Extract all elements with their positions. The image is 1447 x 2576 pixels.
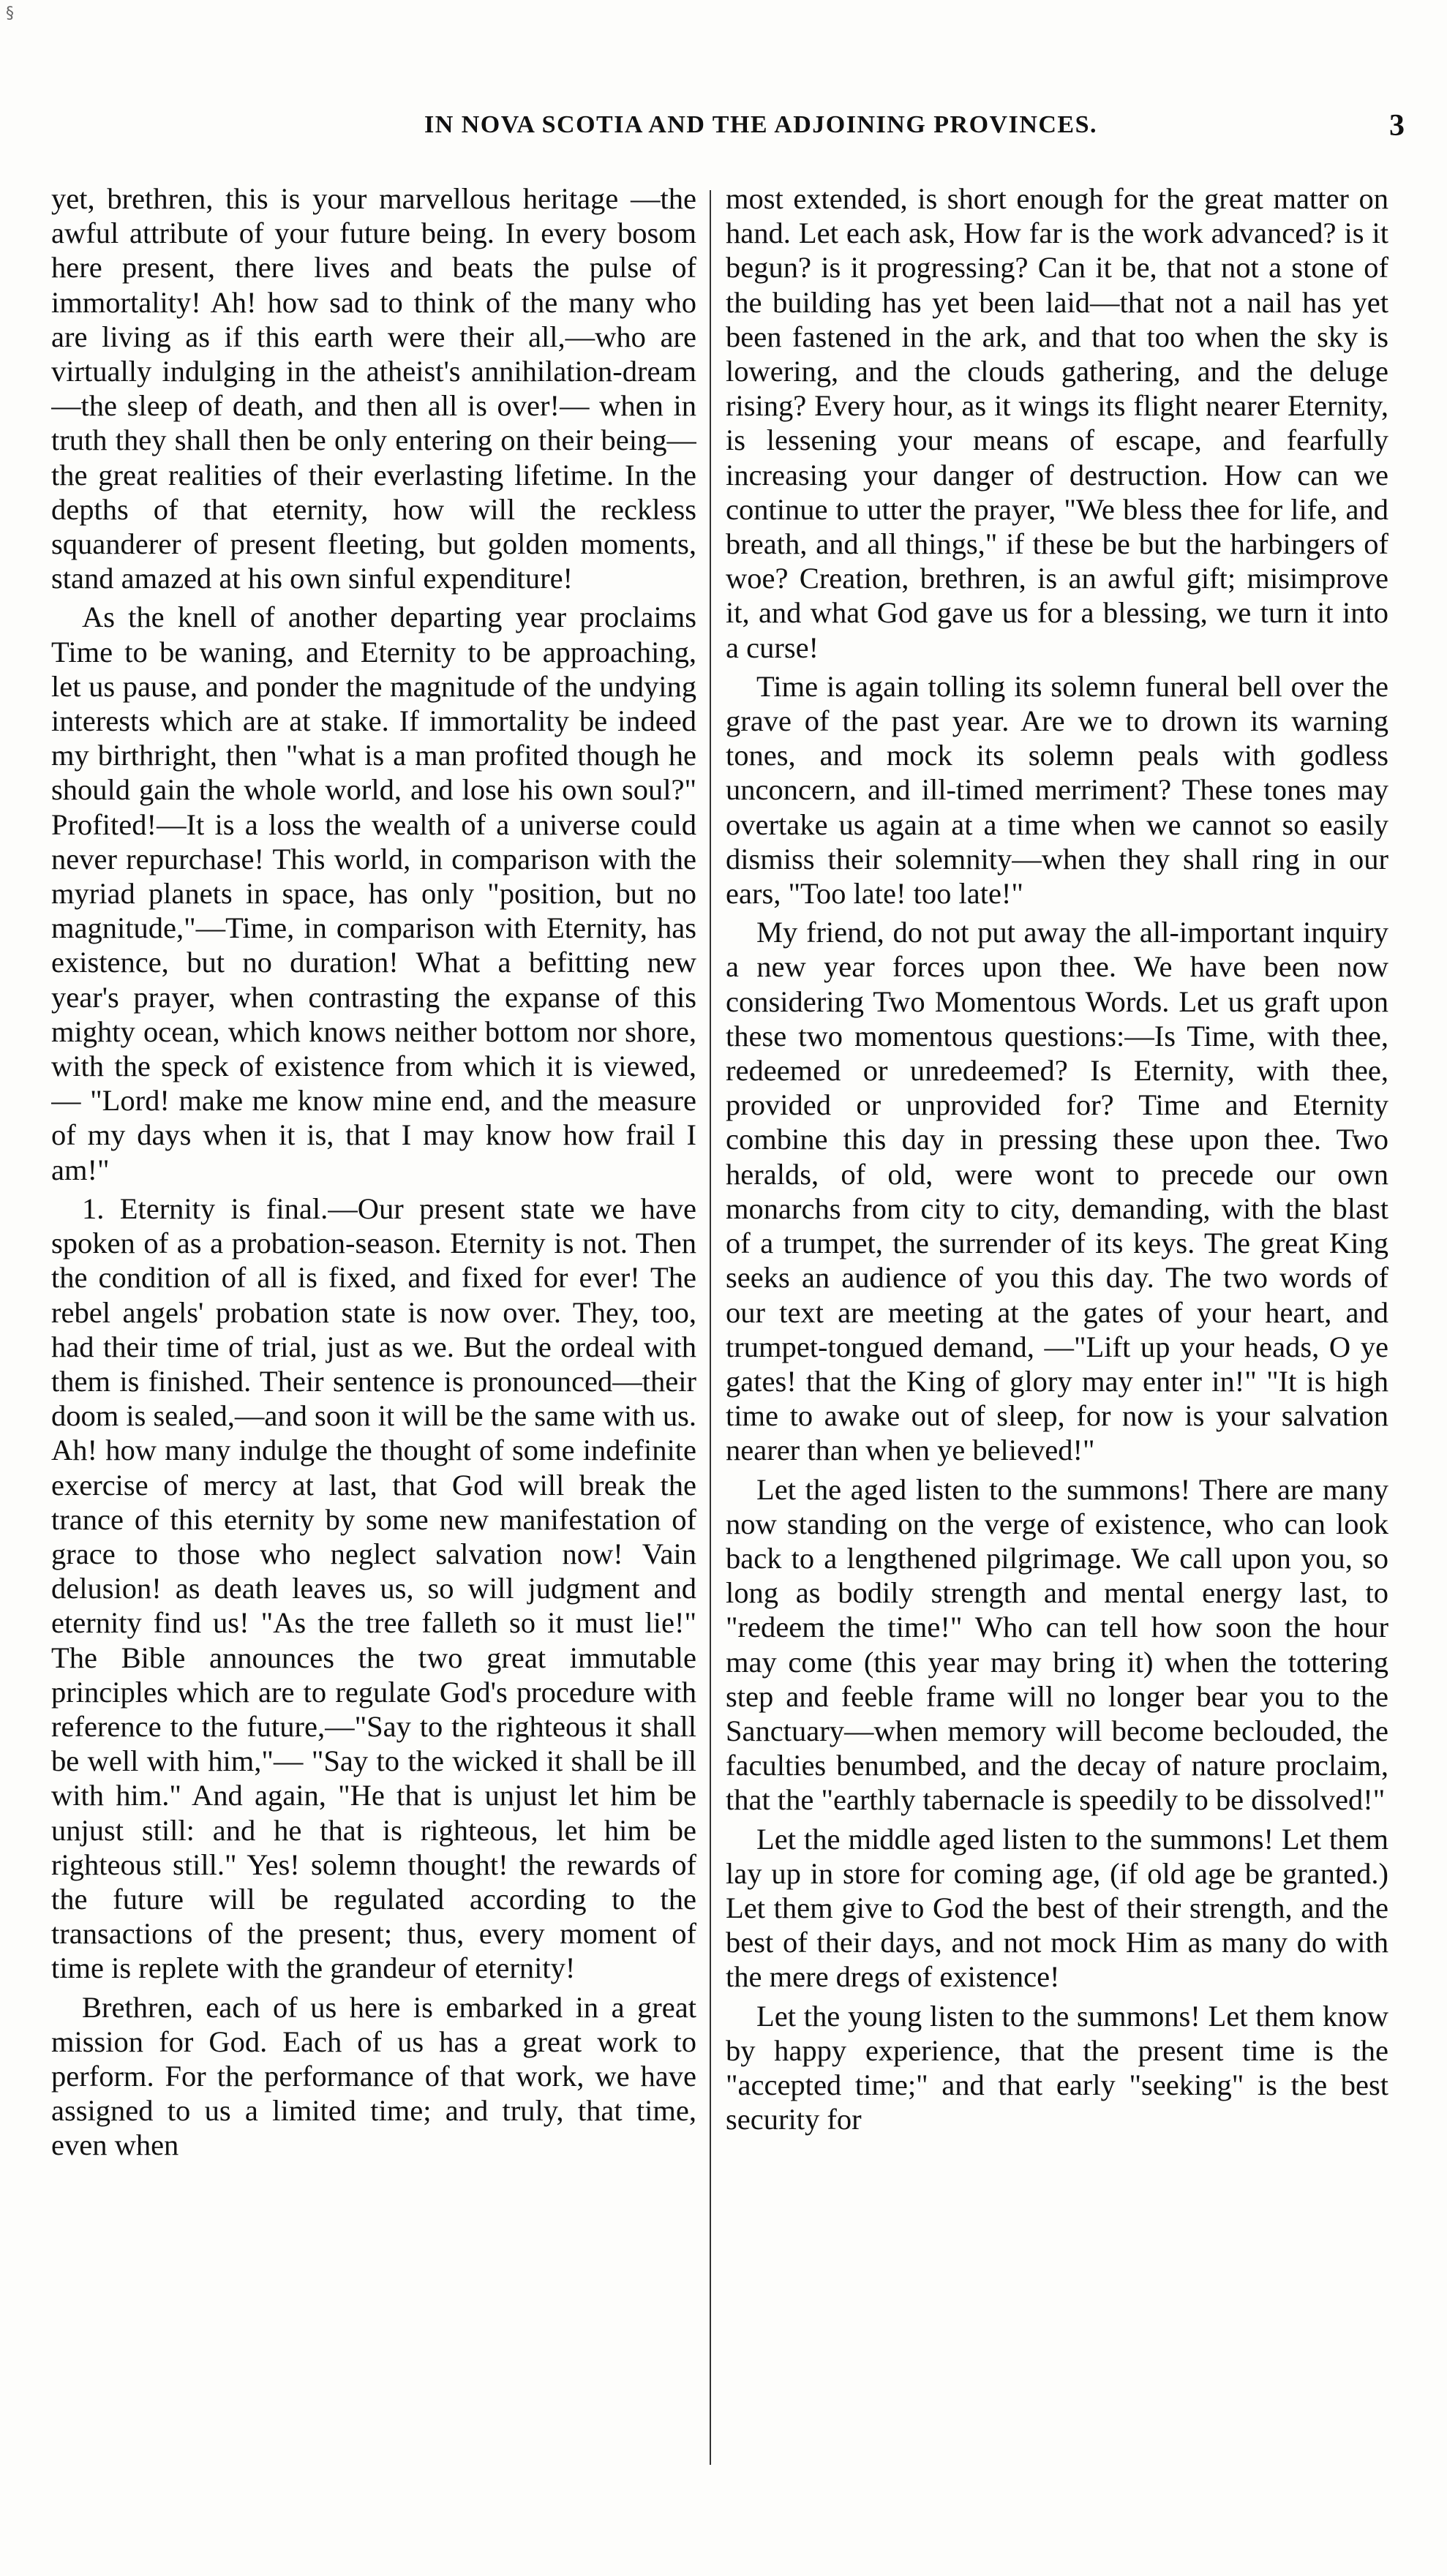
paragraph: Brethren, each of us here is embarked in a great mission for God. Each of us has a great work to perform. For the performance of that work, we have assigned to us a limited time; and truly, that time, even when <box>51 1990 696 2162</box>
paragraph: As the knell of another departing year proclaims Time to be waning, and Eternity to be approaching, let us pause, and ponder the magnitude of the undying interests which are at stake. If immortality be indeed my birthright, then "what is a man profited though he should gain the whole world, and lose his own soul?" Profited!—It is a loss the wealth of a universe could never repurchase! This world, in comparison with the myriad planets in space, has only "position, but no magnitude,"—Time, in comparison with Eternity, has existence, but no duration! What a befitting new year's prayer, when contrasting the expanse of this mighty ocean, which knows neither bottom nor shore, with the speck of existence from which it is viewed,— "Lord! make me know mine end, and the measure of my days when it is, that I may know how frail I am!" <box>51 600 696 1186</box>
paragraph: My friend, do not put away the all-important inquiry a new year forces upon thee. We have been now considering Two Momentous Words. Let us graft upon these two momentous questions:—Is Time, with thee, redeemed or unredeemed? Is Eternity, with thee, provided or unprovided for? Time and Eternity combine this day in pressing these upon thee. Two heralds, of old, were wont to precede our own monarchs from city to city, demanding, with the blast of a trumpet, the surrender of its keys. The great King seeks an audience of you this day. The two words of our text are meeting at the gates of your heart, and trumpet-tongued demand, —"Lift up your heads, O ye gates! that the King of glory may enter in!" "It is high time to awake out of sleep, for now is your salvation nearer than when ye believed!" <box>726 916 1388 1467</box>
column-divider <box>710 190 711 2465</box>
right-column <box>726 181 1388 2493</box>
left-column <box>51 181 696 2493</box>
paragraph: Let the young listen to the summons! Let them know by happy experience, that the present time is the "accepted time;" and that early "seeking" is the best security for <box>726 1999 1388 2136</box>
paragraph: 1. Eternity is final.—Our present state we have spoken of as a probation-season. Eternity is not. Then the condition of all is fixed, and fixed for ever! The rebel angels' probation state is now over. They, too, had their time of trial, just as we. But the ordeal with them is finished. Their sentence is pronounced—their doom is sealed,—and soon it will be the same with us. Ah! how many indulge the thought of some indefinite exercise of mercy at last, that God will break the trance of this eternity by some new manifestation of grace to those who neglect salvation now! Vain delusion! as death leaves us, so will judgment and eternity find us! "As the tree falleth so it must lie!" The Bible announces the two great immutable principles which are to regulate God's procedure with reference to the future,—"Say to the righteous it shall be well with him,"— "Say to the wicked it shall be ill with him." And again, "He that is unjust let him be unjust still: and he that is righteous, let him be righteous still." Yes! solemn thought! the rewards of the future will be regulated according to the transactions of the present; thus, every moment of time is replete with the grandeur of eternity! <box>51 1191 696 1985</box>
paragraph: yet, brethren, this is your marvellous heritage —the awful attribute of your future being. In every bosom here present, there lives and beats the pulse of immortality! Ah! how sad to think of the many who are living as if this earth were their all,—who are virtually indulging in the atheist's annihilation-dream —the sleep of death, and then all is over!— when in truth they shall then be only entering on their being—the great realities of their everlasting lifetime. In the depths of that eternity, how will the reckless squanderer of present fleeting, but golden moments, stand amazed at his own sinful expenditure! <box>51 182 696 595</box>
paragraph: Time is again tolling its solemn funeral bell over the grave of the past year. Are we to drown its warning tones, and mock its solemn peals with godless unconcern, and ill-timed merriment? These tones may overtake us again at a time when we cannot so easily dismiss their solemnity—when they shall ring in our ears, "Too late! too late!" <box>726 669 1388 911</box>
paragraph: most extended, is short enough for the great matter on hand. Let each ask, How far is the work advanced? is it begun? is it progressing? Can it be, that not a stone of the building has yet been laid—that not a nail has yet been fastened in the ark, and that too when the sky is lowering, and the clouds gathering, and the deluge rising? Every hour, as it wings its flight nearer Eternity, is lessening your means of escape, and fearfully increasing your danger of destruction. How can we continue to utter the prayer, "We bless thee for life, and breath, and all things," if these be but the harbingers of woe? Creation, brethren, is an awful gift; misimprove it, and what God gave us for a blessing, we turn it into a curse! <box>726 182 1388 664</box>
paragraph: Let the middle aged listen to the summons! Let them lay up in store for coming age, (if old age be granted.) Let them give to God the best of their strength, and the best of their days, and not mock Him as many do with the mere dregs of existence! <box>726 1822 1388 1994</box>
page-header <box>117 111 1405 155</box>
page-number: 3 <box>1389 109 1405 143</box>
running-head: IN NOVA SCOTIA AND THE ADJOINING PROVINCES. <box>424 111 1098 138</box>
corner-mark: § <box>6 4 14 23</box>
paragraph: Let the aged listen to the summons! There are many now standing on the verge of existence, who can look back to a lengthened pilgrimage. We call upon you, so long as bodily strength and mental energy last, to "redeem the time!" Who can tell how soon the hour may come (this year may bring it) when the tottering step and feeble frame will no longer bear you to the Sanctuary—when memory will become beclouded, the faculties benumbed, and the decay of nature proclaim, that the "earthly tabernacle is speedily to be dissolved!" <box>726 1472 1388 1817</box>
